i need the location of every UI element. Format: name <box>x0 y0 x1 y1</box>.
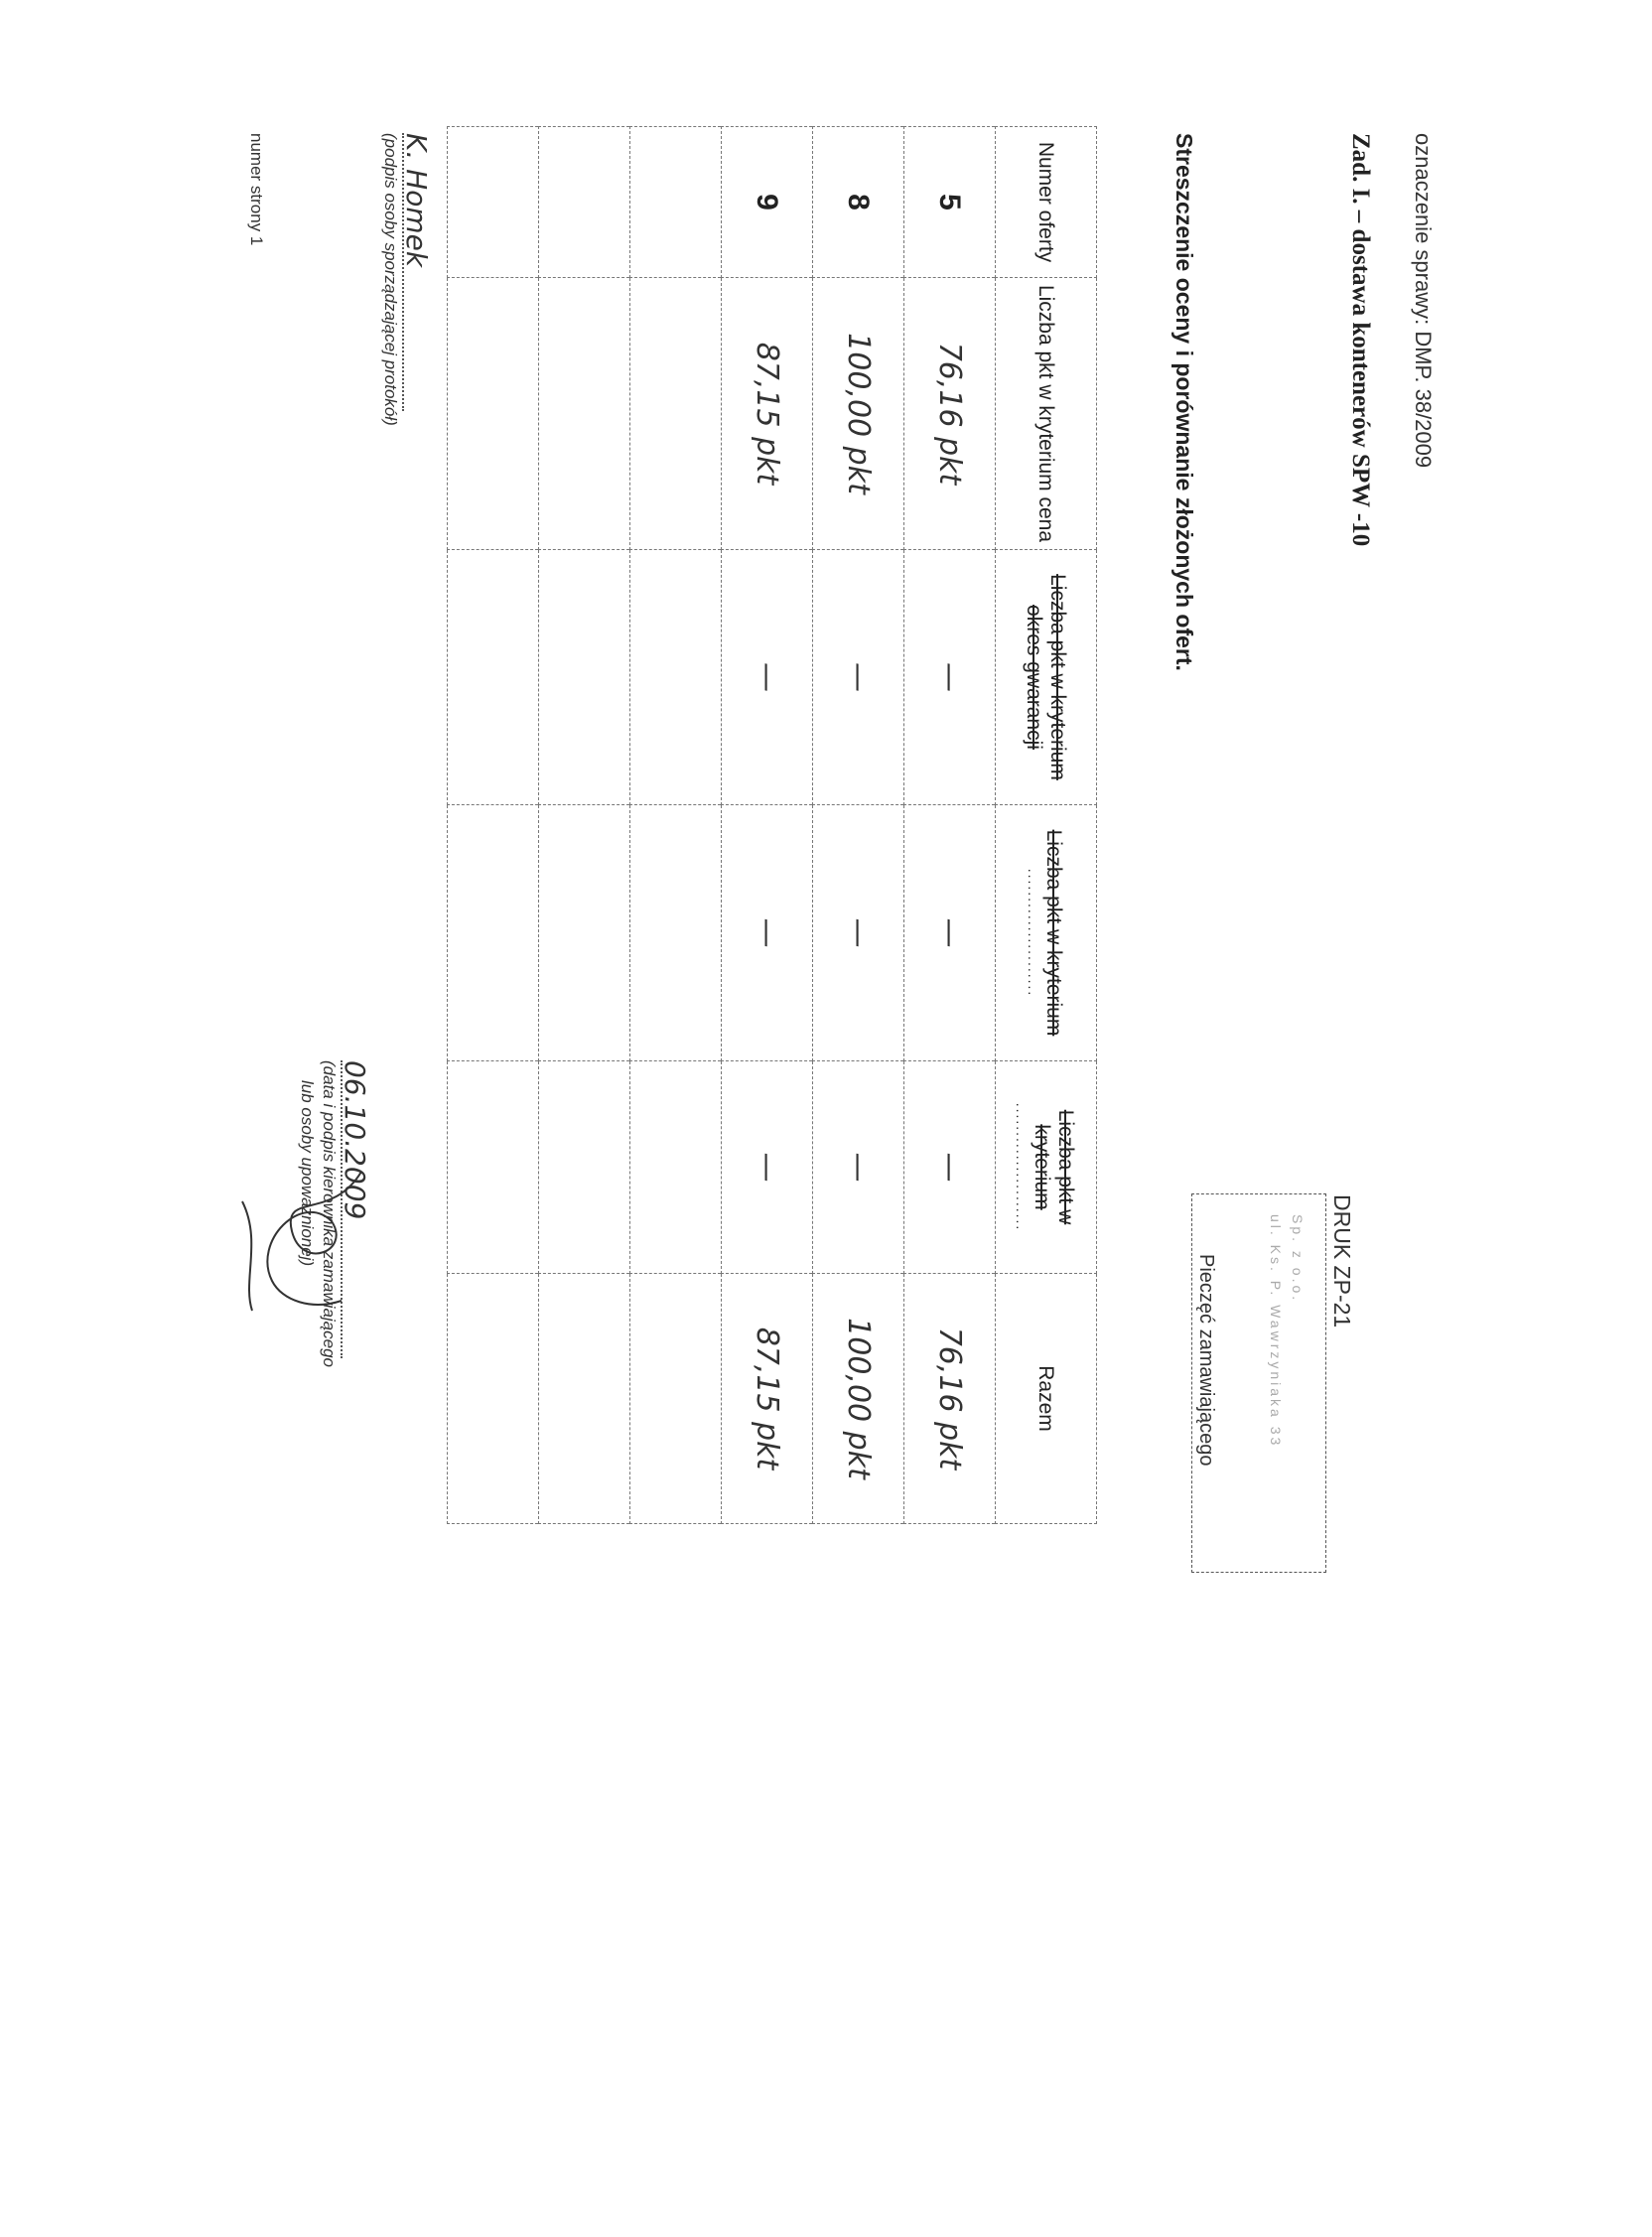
price-points: 100,00 pkt <box>813 278 904 550</box>
header-text: Liczba pkt w kryterium <box>1042 829 1066 1037</box>
header-cell <box>996 550 1097 805</box>
summary-title: Streszczenie oceny i porównanie złożonych ofert. <box>1171 133 1197 671</box>
preparer-signature-block <box>380 133 433 426</box>
table-row-empty <box>630 127 722 1524</box>
total-points: 87,15 pkt <box>722 1274 813 1524</box>
criterion-points: — <box>722 1061 813 1274</box>
header-cell: Razem <box>996 1274 1097 1524</box>
offer-number: 5 <box>904 127 996 278</box>
criterion-points: — <box>813 1061 904 1274</box>
offer-number: 9 <box>722 127 813 278</box>
stamp-label: Pieczęć zamawiającego <box>1195 1254 1217 1467</box>
header-cell <box>996 1061 1097 1274</box>
criterion-points: — <box>722 550 813 805</box>
table-row <box>722 127 813 1524</box>
contracting-authority-stamp <box>1191 1193 1355 1573</box>
preparer-signature: K. Homek <box>400 133 433 268</box>
criterion-points: — <box>904 1061 996 1274</box>
criterion-points: — <box>813 550 904 805</box>
approver-caption: lub osoby upoważnionej) <box>298 1080 317 1267</box>
stamp-line: ul. Ks. P. Wawrzyniaka 33 <box>1268 1214 1284 1449</box>
case-reference: oznaczenie sprawy: DMP. 38/2009 <box>1411 133 1436 469</box>
price-points: 87,15 pkt <box>722 278 813 550</box>
page-number: numer strony 1 <box>247 133 266 246</box>
header-dots: ...................... <box>1026 868 1042 998</box>
task-title: Zad. I. – dostawa kontenerów SPW -10 <box>1347 133 1374 547</box>
criterion-points: — <box>722 805 813 1061</box>
table-header-row <box>996 127 1097 1524</box>
stamp-line: Sp. z o.o. <box>1290 1214 1306 1304</box>
header-cell: Numer oferty <box>996 127 1097 278</box>
table-row <box>813 127 904 1524</box>
table-row-empty <box>539 127 630 1524</box>
total-points: 76,16 pkt <box>904 1274 996 1524</box>
preparer-caption: (podpis osoby sporządzającej protokół) <box>381 133 400 426</box>
offer-number: 8 <box>813 127 904 278</box>
header-text: Liczba pkt w kryterium <box>1031 1109 1078 1225</box>
approver-signature-scribble <box>232 1162 371 1321</box>
header-cell <box>996 805 1097 1061</box>
criterion-points: — <box>904 805 996 1061</box>
form-code: DRUK ZP-21 <box>1329 1194 1355 1328</box>
table-row-empty <box>448 127 539 1524</box>
header-dots: ...................... <box>1014 1102 1031 1232</box>
criterion-points: — <box>904 550 996 805</box>
header-text: Liczba pkt w kryterium okres gwarancji <box>1023 574 1070 780</box>
total-points: 100,00 pkt <box>813 1274 904 1524</box>
table-row <box>904 127 996 1524</box>
approver-caption: (data i podpis kierownika zamawiającego <box>320 1060 339 1367</box>
criterion-points: — <box>813 805 904 1061</box>
price-points: 76,16 pkt <box>904 278 996 550</box>
header-cell: Liczba pkt w kryterium cena <box>996 278 1097 550</box>
approval-date: 06.10.2009 <box>339 1060 371 1220</box>
offers-table <box>447 126 1097 1524</box>
